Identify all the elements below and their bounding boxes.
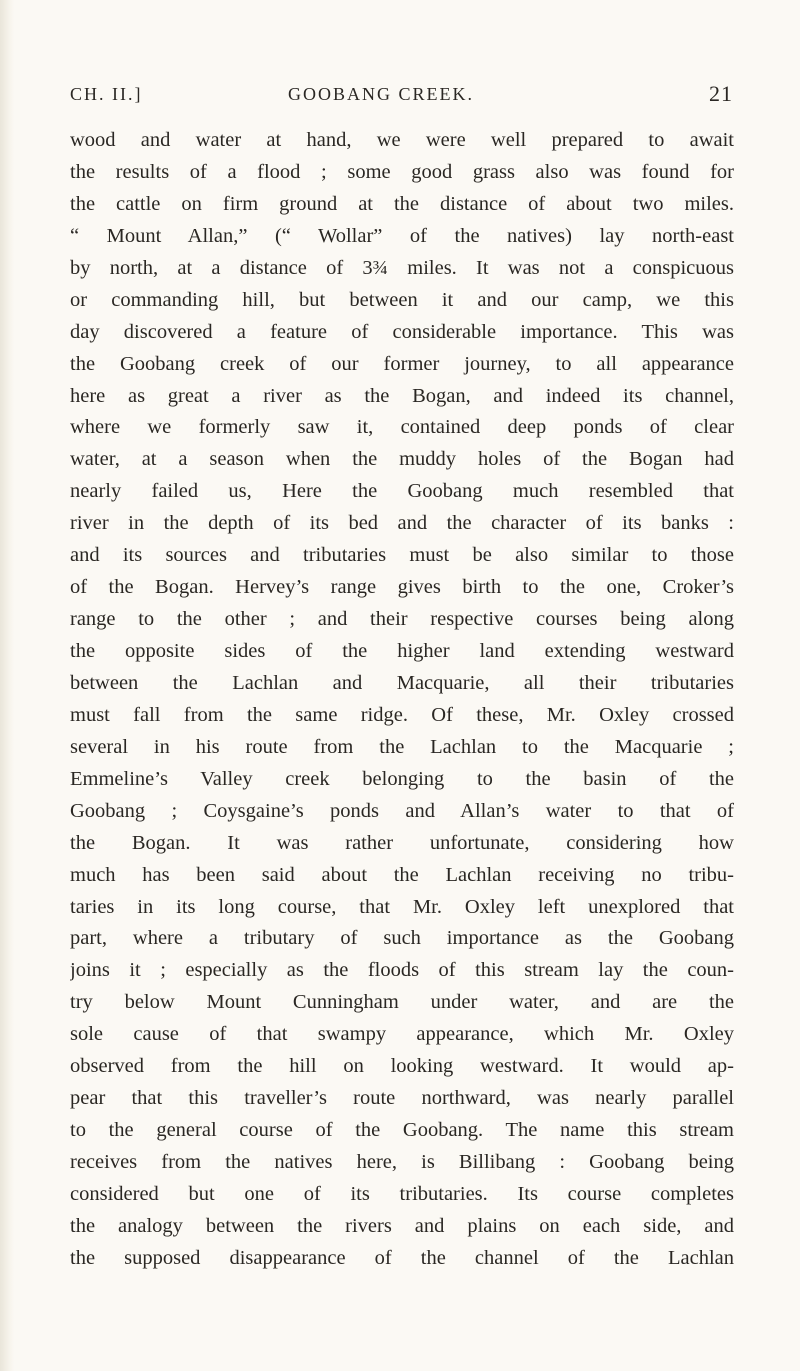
text-line: joins it ; especially as the floods of this stream lay the coun- (70, 959, 734, 982)
text-line: of the Bogan. Hervey’s range gives birth to the one, Croker’s (70, 576, 734, 599)
text-line: where we formerly saw it, contained deep ponds of clear (70, 416, 734, 439)
running-header (70, 81, 733, 114)
text-line: here as great a river as the Bogan, and indeed its channel, (70, 384, 734, 407)
text-line: much has been said about the Lachlan receiving no tribu- (70, 863, 734, 886)
body-text (70, 125, 734, 1275)
text-line: day discovered a feature of considerable importance. This was (70, 320, 734, 343)
text-line: range to the other ; and their respective courses being along (70, 608, 734, 631)
text-line: Emmeline’s Valley creek belonging to the basin of the (70, 767, 734, 790)
text-line: and its sources and tributaries must be also similar to those (70, 544, 734, 567)
text-line: several in his route from the Lachlan to the Macquarie ; (70, 735, 734, 758)
text-line: the Bogan. It was rather unfortunate, considering how (70, 831, 734, 854)
text-line: sole cause of that swampy appearance, which Mr. Oxley (70, 1023, 734, 1046)
text-line: observed from the hill on looking westward. It would ap- (70, 1055, 734, 1078)
page-gutter-shadow (0, 0, 14, 1371)
text-line: “ Mount Allan,” (“ Wollar” of the natives) lay north-east (70, 224, 734, 247)
text-line: pear that this traveller’s route northward, was nearly parallel (70, 1087, 734, 1110)
chapter-label: CH. II.] (70, 84, 143, 104)
text-line: Goobang ; Coysgaine’s ponds and Allan’s water to that of (70, 799, 734, 822)
text-line: to the general course of the Goobang. The name this stream (70, 1119, 734, 1142)
text-line: between the Lachlan and Macquarie, all their tributaries (70, 671, 734, 694)
text-line: the opposite sides of the higher land extending westward (70, 640, 734, 662)
text-line: must fall from the same ridge. Of these, Mr. Oxley crossed (70, 703, 734, 726)
text-line: try below Mount Cunningham under water, and are the (70, 991, 734, 1014)
text-line: receives from the natives here, is Billibang : Goobang being (70, 1151, 734, 1173)
page-number: 21 (709, 81, 733, 106)
text-line: part, where a tributary of such importance as the Goobang (70, 927, 734, 950)
text-line: the analogy between the rivers and plains on each side, and (70, 1214, 734, 1237)
text-line: the cattle on firm ground at the distance of about two miles. (70, 192, 734, 215)
text-line: the Goobang creek of our former journey, to all appearance (70, 352, 734, 375)
text-line: by north, at a distance of 3¾ miles. It was not a conspicuous (70, 256, 734, 279)
text-line: or commanding hill, but between it and our camp, we this (70, 288, 734, 311)
text-line: the results of a flood ; some good grass also was found for (70, 160, 734, 183)
text-line: considered but one of its tributaries. Its course completes (70, 1182, 734, 1205)
text-line: river in the depth of its bed and the character of its banks : (70, 512, 734, 535)
text-line: nearly failed us, Here the Goobang much resembled that (70, 480, 734, 503)
text-line: taries in its long course, that Mr. Oxley left unexplored that (70, 895, 734, 918)
text-line: the supposed disappearance of the channel of the Lachlan (70, 1246, 734, 1269)
text-line: wood and water at hand, we were well prepared to await (70, 129, 734, 151)
text-line: water, at a season when the muddy holes of the Bogan had (70, 448, 734, 471)
running-title: GOOBANG CREEK. (288, 84, 475, 104)
